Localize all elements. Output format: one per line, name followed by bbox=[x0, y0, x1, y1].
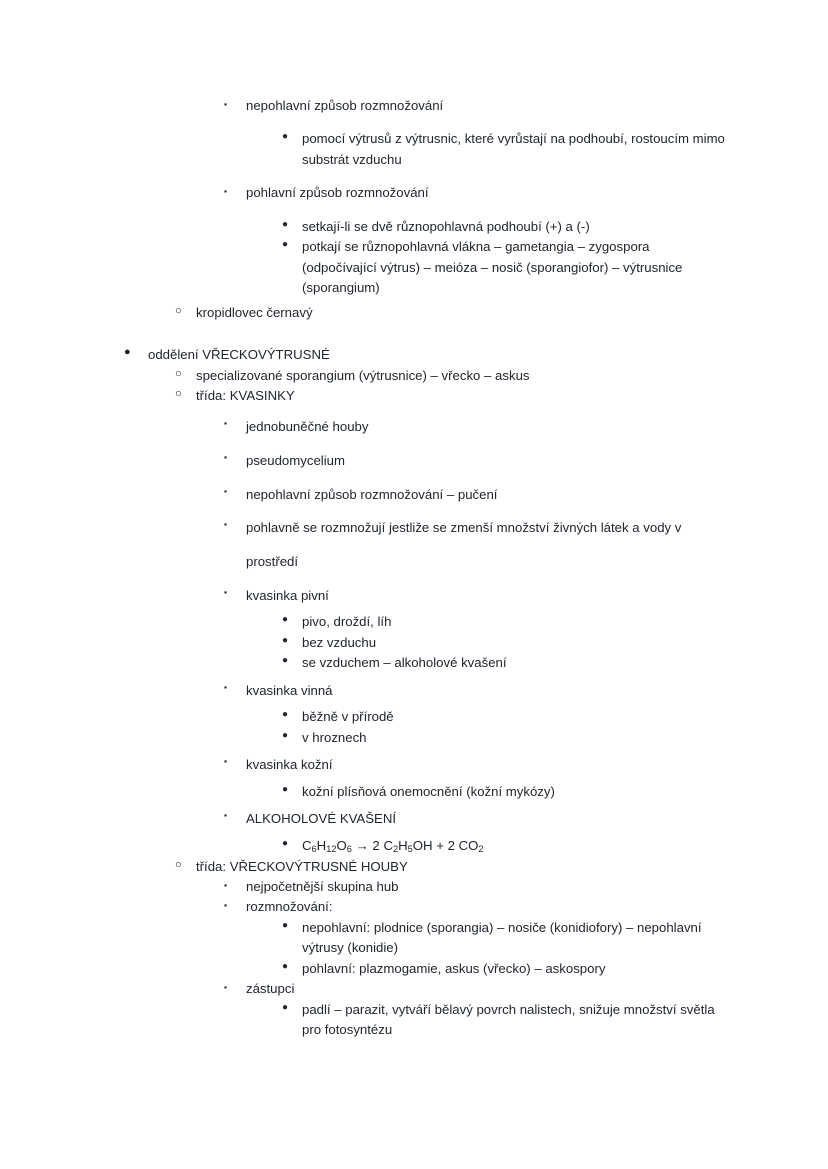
list-item-text: kožní plísňová onemocnění (kožní mykózy) bbox=[302, 783, 555, 799]
bullet-circle-icon: ○ bbox=[175, 858, 182, 871]
list-item bbox=[0, 612, 828, 632]
section-heading bbox=[0, 345, 828, 365]
list-item bbox=[0, 728, 828, 748]
bullet-square-icon: ▪ bbox=[224, 586, 228, 597]
list-item-text: nepohlavní způsob rozmnožování bbox=[246, 98, 444, 113]
bullet-square-icon: ▪ bbox=[224, 681, 228, 692]
list-item bbox=[0, 478, 828, 512]
bullet-square-icon: ▪ bbox=[224, 519, 228, 530]
bullet-square-icon: ▪ bbox=[224, 485, 228, 496]
list-item-text: pseudomycelium bbox=[246, 453, 345, 469]
bullet-disc-icon: ● bbox=[282, 614, 289, 626]
bullet-disc-icon: ● bbox=[282, 960, 289, 972]
list-item-text: padlí – parazit, vytváří bělavý povrch nalistech, snižuje množství světla pro fotosyntézu bbox=[302, 1001, 715, 1038]
list-item-text: pohlavně se rozmnožují jestliže se zmenší množství živných látek a vody v prostředí bbox=[246, 520, 682, 570]
bullet-square-icon: ▪ bbox=[224, 900, 228, 911]
chemical-equation-item bbox=[0, 836, 828, 856]
bullet-disc-icon: ● bbox=[282, 655, 289, 667]
list-item bbox=[0, 748, 828, 782]
list-item-text: pivo, droždí, líh bbox=[302, 614, 392, 630]
bullet-disc-icon: ● bbox=[282, 634, 289, 646]
bullet-disc-icon: ● bbox=[282, 729, 289, 741]
list-item-text: nepohlavní: plodnice (sporangia) – nosiče (konidiofory) – nepohlavní výtrusy (konidie) bbox=[302, 919, 702, 956]
bullet-square-icon: ▪ bbox=[224, 186, 228, 197]
list-item bbox=[0, 386, 828, 406]
bullet-disc-icon: ● bbox=[282, 709, 289, 721]
bullet-disc-icon: ● bbox=[282, 218, 289, 230]
bullet-circle-icon: ○ bbox=[175, 367, 182, 380]
formula-reactant-O: O bbox=[336, 838, 347, 854]
bullet-square-icon: ▪ bbox=[224, 418, 228, 429]
formula-product-C: C bbox=[383, 838, 393, 854]
list-item bbox=[0, 897, 828, 917]
list-item bbox=[0, 653, 828, 673]
bullet-square-icon: ▪ bbox=[224, 99, 228, 109]
formula-coefficient-1: 2 bbox=[372, 838, 380, 854]
list-item bbox=[0, 217, 828, 237]
list-item bbox=[0, 918, 828, 959]
bullet-circle-icon: ○ bbox=[175, 387, 182, 400]
bullet-square-icon: ▪ bbox=[224, 879, 228, 890]
list-item-text: nejpočetnější skupina hub bbox=[246, 878, 399, 894]
bullet-square-icon: ▪ bbox=[224, 810, 228, 821]
bullet-disc-icon: ● bbox=[282, 838, 289, 850]
list-item-text: kvasinka vinná bbox=[246, 682, 333, 698]
list-item bbox=[0, 579, 828, 613]
bullet-square-icon: ▪ bbox=[224, 982, 228, 993]
list-item bbox=[0, 802, 828, 836]
formula-reactant-C: C bbox=[302, 838, 312, 854]
list-item bbox=[0, 366, 828, 386]
list-item bbox=[0, 183, 828, 203]
list-item bbox=[0, 96, 828, 116]
formula-product-CO: CO bbox=[458, 838, 479, 854]
formula-sub-2b: 2 bbox=[478, 844, 484, 855]
list-item bbox=[0, 1000, 828, 1041]
list-item-text: specializované sporangium (výtrusnice) – vřecko – askus bbox=[196, 367, 530, 383]
bullet-square-icon: ▪ bbox=[224, 756, 228, 767]
bullet-disc-icon: ● bbox=[282, 919, 289, 931]
formula-product-H: H bbox=[398, 838, 408, 854]
list-item-text: třída: VŘECKOVÝTRUSNÉ HOUBY bbox=[196, 858, 408, 874]
list-item bbox=[0, 511, 828, 578]
list-item-text: kvasinka kožní bbox=[246, 757, 333, 773]
formula-arrow-icon: → bbox=[355, 838, 369, 854]
formula-sub-6b: 6 bbox=[346, 844, 352, 855]
section-heading-text: oddělení VŘECKOVÝTRUSNÉ bbox=[148, 347, 330, 363]
formula-coefficient-2: 2 bbox=[447, 838, 455, 854]
formula-product-OH: OH bbox=[412, 838, 433, 854]
list-item bbox=[0, 444, 828, 478]
bullet-circle-icon: ○ bbox=[175, 304, 182, 317]
list-item bbox=[0, 129, 828, 170]
list-item bbox=[0, 979, 828, 999]
bullet-square-icon: ▪ bbox=[224, 452, 228, 463]
chemical-equation-text bbox=[302, 836, 720, 856]
bullet-disc-icon: ● bbox=[124, 346, 131, 359]
bullet-disc-icon: ● bbox=[282, 239, 289, 251]
list-item bbox=[0, 782, 828, 802]
list-item-text: kropidlovec černavý bbox=[196, 304, 313, 320]
list-item bbox=[0, 877, 828, 897]
list-item-text: nepohlavní způsob rozmnožování – pučení bbox=[246, 486, 498, 502]
outline-content bbox=[0, 96, 828, 1041]
list-item-text: rozmnožování: bbox=[246, 899, 333, 915]
list-item-text: ALKOHOLOVÉ KVAŠENÍ bbox=[246, 811, 397, 827]
list-item-text: kvasinka pivní bbox=[246, 587, 329, 603]
formula-reactant-H: H bbox=[316, 838, 327, 854]
list-item-text: se vzduchem – alkoholové kvašení bbox=[302, 655, 507, 671]
list-item-text: třída: KVASINKY bbox=[196, 387, 295, 403]
list-item-text: setkají-li se dvě různopohlavná podhoubí (+) a (-) bbox=[302, 218, 590, 234]
list-item bbox=[0, 303, 828, 323]
list-item bbox=[0, 410, 828, 444]
list-item-text: jednobuněčné houby bbox=[246, 419, 369, 435]
formula-sub-6: 6 bbox=[311, 844, 317, 855]
bullet-disc-icon: ● bbox=[282, 1001, 289, 1013]
list-item-text: pomocí výtrusů z výtrusnic, které vyrůstají na podhoubí, rostoucím mimo substrát vzduchu bbox=[302, 131, 725, 167]
list-item bbox=[0, 237, 828, 298]
list-item-text: pohlavní způsob rozmnožování bbox=[246, 185, 429, 201]
list-item bbox=[0, 959, 828, 979]
bullet-disc-icon: ● bbox=[282, 131, 289, 143]
list-item bbox=[0, 707, 828, 727]
list-item-text: zástupci bbox=[246, 981, 295, 997]
formula-sub-12: 12 bbox=[326, 844, 337, 855]
bullet-disc-icon: ● bbox=[282, 783, 289, 795]
formula-plus-icon: + bbox=[436, 838, 444, 854]
formula-sub-5: 5 bbox=[407, 844, 413, 855]
list-item bbox=[0, 633, 828, 653]
formula-sub-2: 2 bbox=[392, 844, 399, 855]
list-item-text: pohlavní: plazmogamie, askus (vřecko) – askospory bbox=[302, 960, 606, 976]
list-item-text: běžně v přírodě bbox=[302, 709, 394, 725]
list-item bbox=[0, 674, 828, 708]
list-item-text: potkají se různopohlavná vlákna – gametangia – zygospora (odpočívající výtrus) – meióza – nosič (sporangiofor) – výtrusnice (sporangium) bbox=[302, 239, 683, 296]
list-item-text: bez vzduchu bbox=[302, 634, 377, 650]
list-item-text: v hroznech bbox=[302, 729, 367, 745]
list-item bbox=[0, 857, 828, 877]
